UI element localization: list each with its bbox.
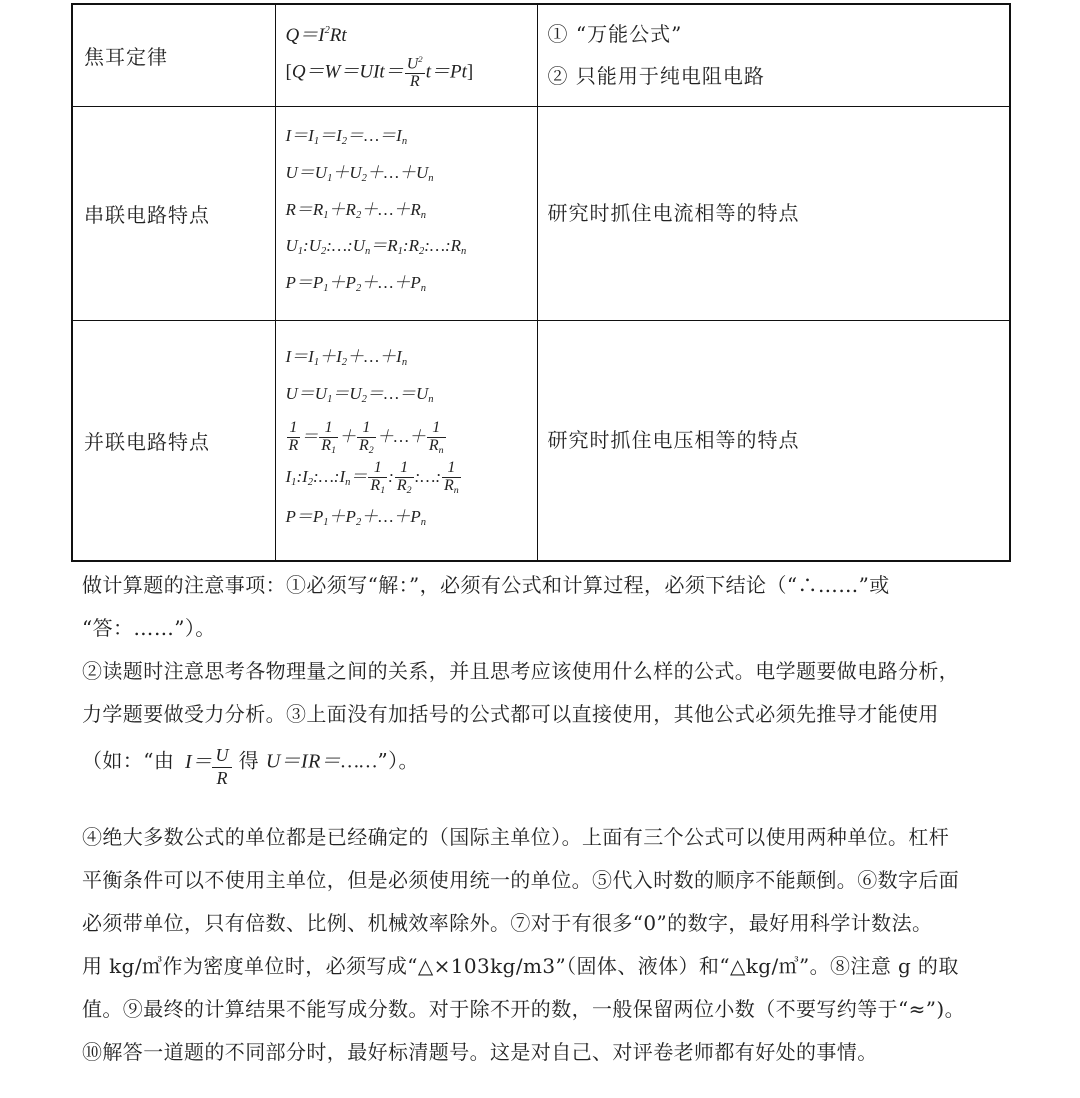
row-name-joule: 焦耳定律 (72, 4, 275, 106)
text-line: 平衡条件可以不使用主单位，但是必须使用统一的单位。⑤代入时数的顺序不能颠倒。⑥数字后面 (82, 868, 960, 892)
formula-line: $Q=I^2Rt$ (285, 24, 347, 46)
table-row (72, 106, 1010, 320)
formula-cell-parallel (275, 320, 537, 561)
text-line: ②读题时注意思考各物理量之间的关系，并且思考应该使用什么样的公式。电学题要做电路分析， (82, 659, 960, 683)
text-line: 值。⑨最终的计算结果不能写成分数。对于除不开的数，一般保留两位小数（不要写约等于“≈”)。 (82, 997, 966, 1021)
formula-line: $I_1:I_2:\dots:I_n=$ $\frac{1}{R_1}$ : $\frac{1}{R_2}$ :…: $\frac{1}{R_n}$ (285, 458, 459, 496)
text-line: 用 kg/㎥作为密度单位时，必须写成“△×103kg/m3”（固体、液体）和“△kg/㎥”。⑧注意 g 的取 (82, 954, 959, 978)
note-line: ① “万能公式” (547, 22, 683, 47)
table-row (72, 4, 1010, 106)
formula-line: $I=I_1=I_2=\dots=I_n$ (285, 125, 408, 147)
formula-line: $\frac{1}{R}$ ＝ $\frac{1}{R_1}$ ＋ $\frac{1}{R_2}$ ＋…＋ $\frac{1}{R_n}$ (288, 418, 444, 456)
formula-line: $R=R_1+R_2+\dots+R_n$ (285, 199, 426, 221)
note-cell-series (537, 106, 1010, 320)
note-line: 研究时抓住电压相等的特点 (547, 428, 800, 453)
calculation-notes (82, 564, 1022, 736)
formula-line: $I=I_1+I_2+\dots+I_n$ (285, 346, 408, 368)
note-cell-joule (537, 4, 1010, 106)
text-fragment: （如：“由 (82, 748, 175, 773)
example-line (82, 745, 1022, 789)
formula-line: $U_1:U_2:\dots:U_n=R_1:R_2:\dots:R_n$ (285, 236, 467, 258)
text-line: ④绝大多数公式的单位都是已经确定的（国际主单位）。上面有三个公式可以使用两种单位。杠杆 (82, 825, 950, 849)
formula-cell-joule (275, 4, 537, 106)
formula-cell-series (275, 106, 537, 320)
row-name-parallel: 并联电路特点 (72, 320, 275, 561)
text-line: “答：……”）。 (82, 616, 216, 640)
formula-line: $P=P_1+P_2+\dots+P_n$ (285, 506, 426, 528)
formula-inline: I＝ $\frac{U}{R}$ (185, 751, 232, 773)
note-line: 研究时抓住电流相等的特点 (547, 201, 800, 225)
text-fragment: 得 (238, 748, 260, 773)
row-name-series: 串联电路特点 (72, 106, 275, 320)
formula-table (71, 3, 1011, 562)
formula-line: $P=P_1+P_2+\dots+P_n$ (285, 273, 426, 295)
unit-notes (82, 816, 1022, 1074)
text-line: ⑩解答一道题的不同部分时，最好标清题号。这是对自己、对评卷老师都有好处的事情。 (82, 1040, 878, 1064)
table-row (72, 320, 1010, 561)
note-line: ② 只能用于纯电阻电路 (547, 64, 765, 89)
formula-line: $U=U_1+U_2+\dots+U_n$ (285, 162, 434, 184)
formula-line: $U=U_1=U_2=\dots=U_n$ (285, 383, 434, 405)
text-line: 必须带单位，只有倍数、比例、机械效率除外。⑦对于有很多“0”的数字，最好用科学计数法。 (82, 911, 933, 935)
formula-inline: U＝IR＝…… (265, 750, 378, 773)
formula-line: [Q＝W＝UIt＝ $\frac{U^2}{R}$ t＝Pt] (285, 53, 474, 90)
text-fragment: ”）。 (377, 748, 419, 773)
text-line: 做计算题的注意事项：①必须写“解：”，必须有公式和计算过程，必须下结论（“∴……”或 (82, 573, 890, 597)
text-line: 力学题要做受力分析。③上面没有加括号的公式都可以直接使用，其他公式必须先推导才能使用 (82, 702, 939, 726)
note-cell-parallel (537, 320, 1010, 561)
